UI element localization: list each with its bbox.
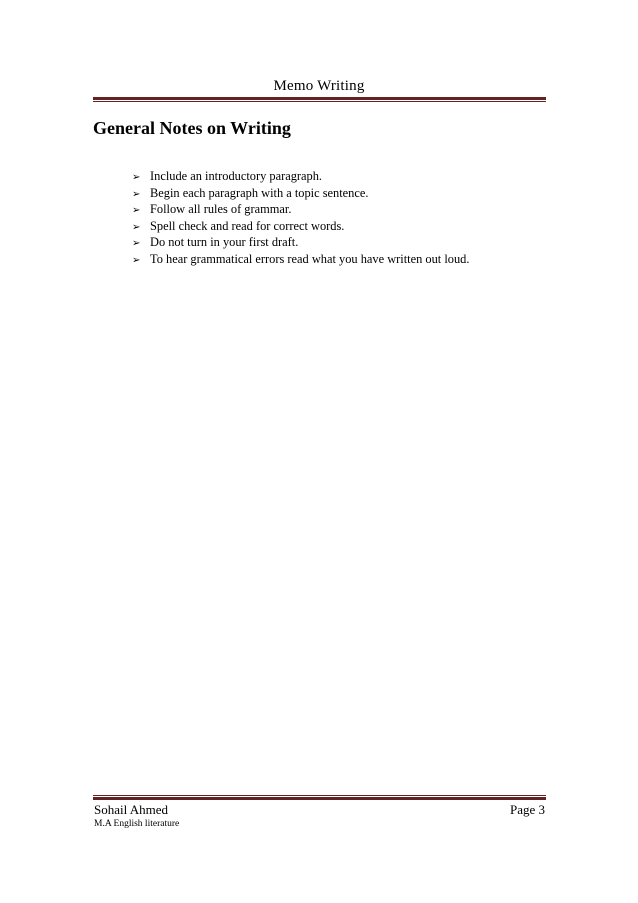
list-item	[132, 219, 469, 236]
list-item-text: Spell check and read for correct words.	[150, 218, 345, 233]
arrowhead-bullet-icon: ➢	[132, 205, 141, 217]
header-divider-thin	[93, 101, 546, 102]
footer-divider-thick	[93, 797, 546, 800]
header-divider-thick	[93, 97, 546, 100]
arrowhead-bullet-icon: ➢	[132, 188, 141, 200]
list-item-text: Follow all rules of grammar.	[150, 202, 292, 217]
list-item	[132, 202, 469, 219]
arrowhead-bullet-icon: ➢	[132, 172, 141, 183]
list-item	[132, 186, 469, 203]
section-heading: General Notes on Writing	[93, 118, 291, 138]
header-title: Memo Writing	[273, 78, 365, 94]
footer-author: Sohail Ahmed	[94, 802, 169, 817]
arrowhead-bullet-icon: ➢	[132, 254, 141, 266]
arrowhead-bullet-icon: ➢	[132, 238, 141, 250]
list-item	[132, 169, 469, 186]
notes-list	[132, 169, 469, 269]
arrowhead-bullet-icon: ➢	[132, 221, 141, 233]
page-number: Page 3	[509, 802, 545, 817]
list-item-text: To hear grammatical errors read what you have written out loud.	[150, 251, 470, 266]
footer-subtitle: M.A English literature	[94, 819, 180, 829]
list-item	[132, 252, 469, 269]
footer-divider-thin	[93, 795, 546, 796]
list-item-text: Include an introductory paragraph.	[150, 169, 323, 183]
list-item-text: Begin each paragraph with a topic sentence.	[150, 185, 369, 200]
list-item-text: Do not turn in your first draft.	[150, 235, 299, 250]
list-item	[132, 235, 469, 252]
